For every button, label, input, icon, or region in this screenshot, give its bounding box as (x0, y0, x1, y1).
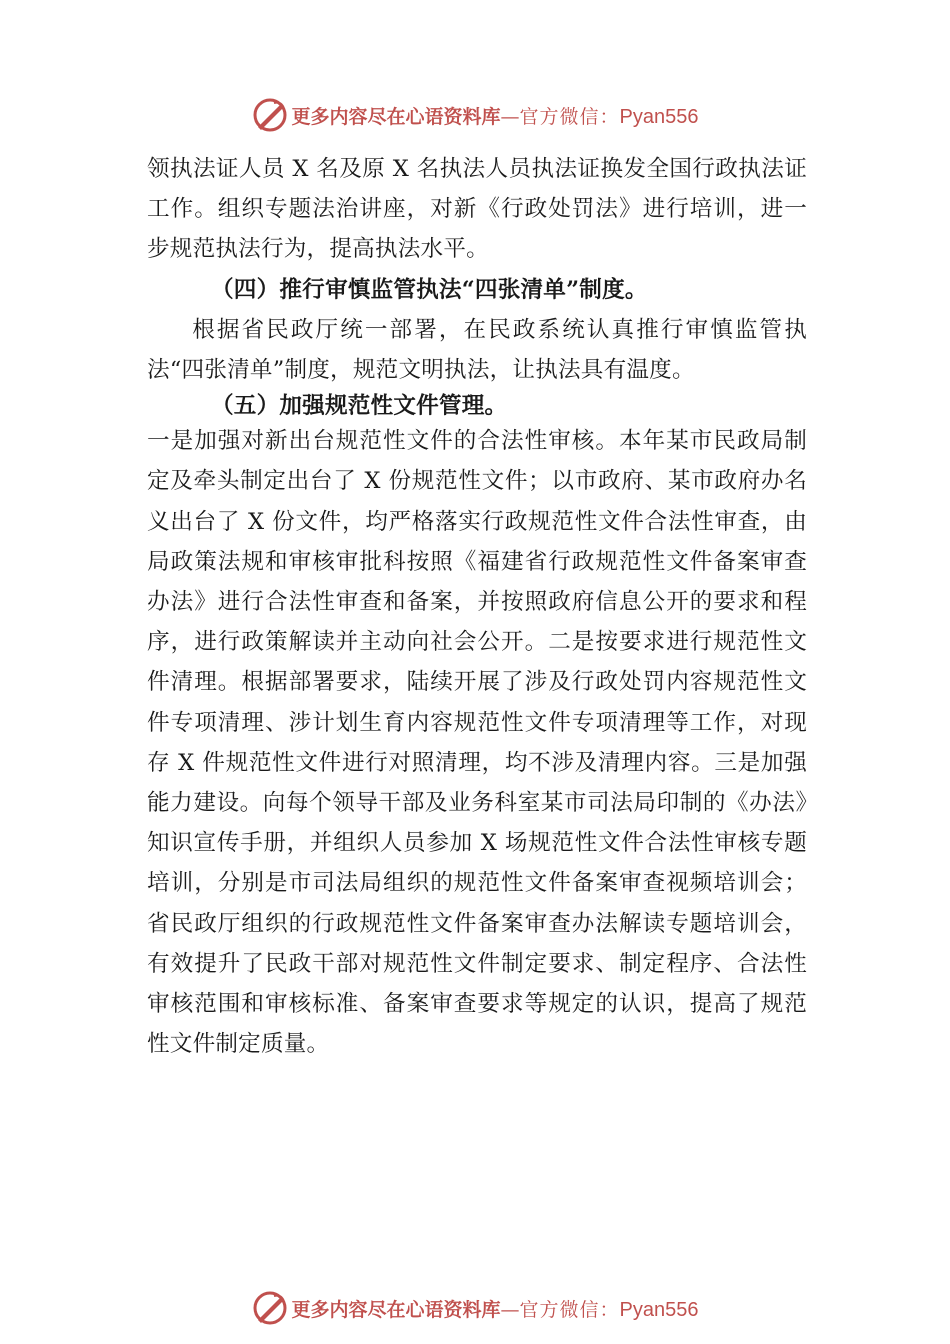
header-banner-text (292, 102, 699, 129)
header-dash: — (500, 105, 520, 128)
paragraph-3: 一是加强对新出台规范性文件的合法性审核。本年某市民政局制定及牵头制定出台了 X 份规范性文件；以市政府、某市政府办名义出台了 X 份文件，均严格落实行政规范性文件合法性审查，由局政策法规和审核审批科按照《福建省行政规范性文件备案审查办法》进行合法性审查和备案，并按照政府信息公开的要求和程序，进行政策解读并主动向社会公开。二是按要求进行规范性文件清理。根据部署要求，陆续开展了涉及行政处罚内容规范性文件专项清理、涉计划生育内容规范性文件专项清理等工作，对现存 X 件规范性文件进行对照清理，均不涉及清理内容。三是加强能力建设。向每个领导干部及业务科室某市司法局印制的《办法》知识宣传手册，并组织人员参加 X 场规范性文件合法性审核专题培训，分别是市司法局组织的规范性文件备案审查视频培训会；省民政厅组织的行政规范性文件备案审查办法解读专题培训会，有效提升了民政干部对规范性文件制定要求、制定程序、合法性审核范围和审核标准、备案审查要求等规定的认识，提高了规范性文件制定质量。 (147, 428, 807, 1058)
header-official-label: 官方微信： (519, 105, 620, 128)
document-body (147, 149, 807, 1064)
footer-site-text: 更多内容尽在心语资料库 (291, 1298, 501, 1321)
pen-logo-icon (252, 1290, 288, 1326)
footer-wechat-id: Pyan556 (619, 1298, 699, 1321)
footer-banner-text (292, 1295, 699, 1322)
header-banner (0, 95, 950, 135)
footer-banner (0, 1288, 950, 1328)
header-wechat-id: Pyan556 (619, 105, 699, 128)
pen-logo-icon (252, 97, 288, 133)
paragraph-1: 领执法证人员 X 名及原 X 名执法人员执法证换发全国行政执法证工作。组织专题法治讲座，对新《行政处罚法》进行培训，进一步规范执法行为，提高执法水平。 (147, 156, 807, 263)
footer-official-label: 官方微信： (519, 1298, 620, 1321)
footer-dash: — (500, 1298, 520, 1321)
header-site-text: 更多内容尽在心语资料库 (291, 105, 501, 128)
paragraph-2: 根据省民政厅统一部署，在民政系统认真推行审慎监管执法“四张清单”制度，规范文明执法，让执法具有温度。 (147, 316, 807, 384)
section-heading-5: （五）加强规范性文件管理。 (211, 393, 508, 420)
section-heading-4: （四）推行审慎监管执法“四张清单”制度。 (211, 276, 648, 303)
